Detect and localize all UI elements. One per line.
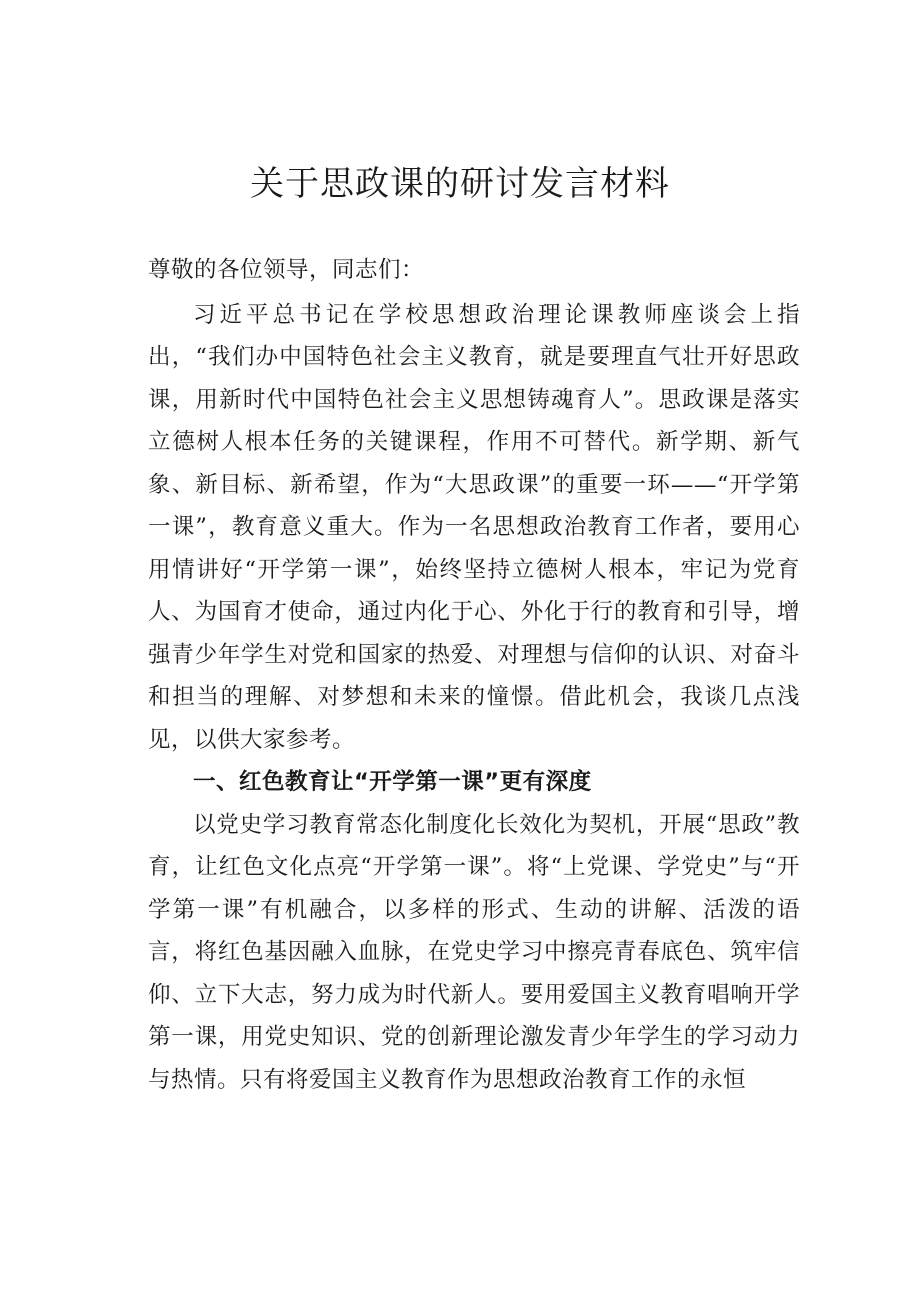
document-title: 关于思政课的研讨发言材料 bbox=[250, 164, 670, 204]
paragraph-intro: 习近平总书记在学校思想政治理论课教师座谈会上指出，“我们办中国特色社会主义教育，就是要理直气壮开好思政课，用新时代中国特色社会主义思想铸魂育人”。思政课是落实立德树人根本任务的关键课程，作用不可替代。新学期、新气象、新目标、新希望，作为“大思政课”的重要一环——“开学第一课”，教育意义重大。作为一名思想政治教育工作者，要用心用情讲好“开学第一课”，始终坚持立德树人根本，牢记为党育人、为国育才使命，通过内化于心、外化于行的教育和引导，增强青少年学生对党和国家的热爱、对理想与信仰的认识、对奋斗和担当的理解、对梦想和未来的憧憬。借此机会，我谈几点浅见，以供大家参考。 bbox=[148, 301, 800, 753]
document-body bbox=[148, 249, 800, 1101]
paragraph-section-1: 以党史学习教育常态化制度化长效化为契机，开展“思政”教育，让红色文化点亮“开学第一课”。将“上党课、学党史”与“开学第一课”有机融合，以多样的形式、生动的讲解、活泼的语言，将红色基因融入血脉，在党史学习中擦亮青春底色、筑牢信仰、立下大志，努力成为时代新人。要用爱国主义教育唱响开学第一课，用党史知识、党的创新理论激发青少年学生的学习动力与热情。只有将爱国主义教育作为思想政治教育工作的永恒 bbox=[148, 811, 800, 1093]
salutation: 尊敬的各位领导，同志们： bbox=[148, 257, 425, 283]
section-heading-1: 一、红色教育让“开学第一课”更有深度 bbox=[193, 769, 592, 795]
